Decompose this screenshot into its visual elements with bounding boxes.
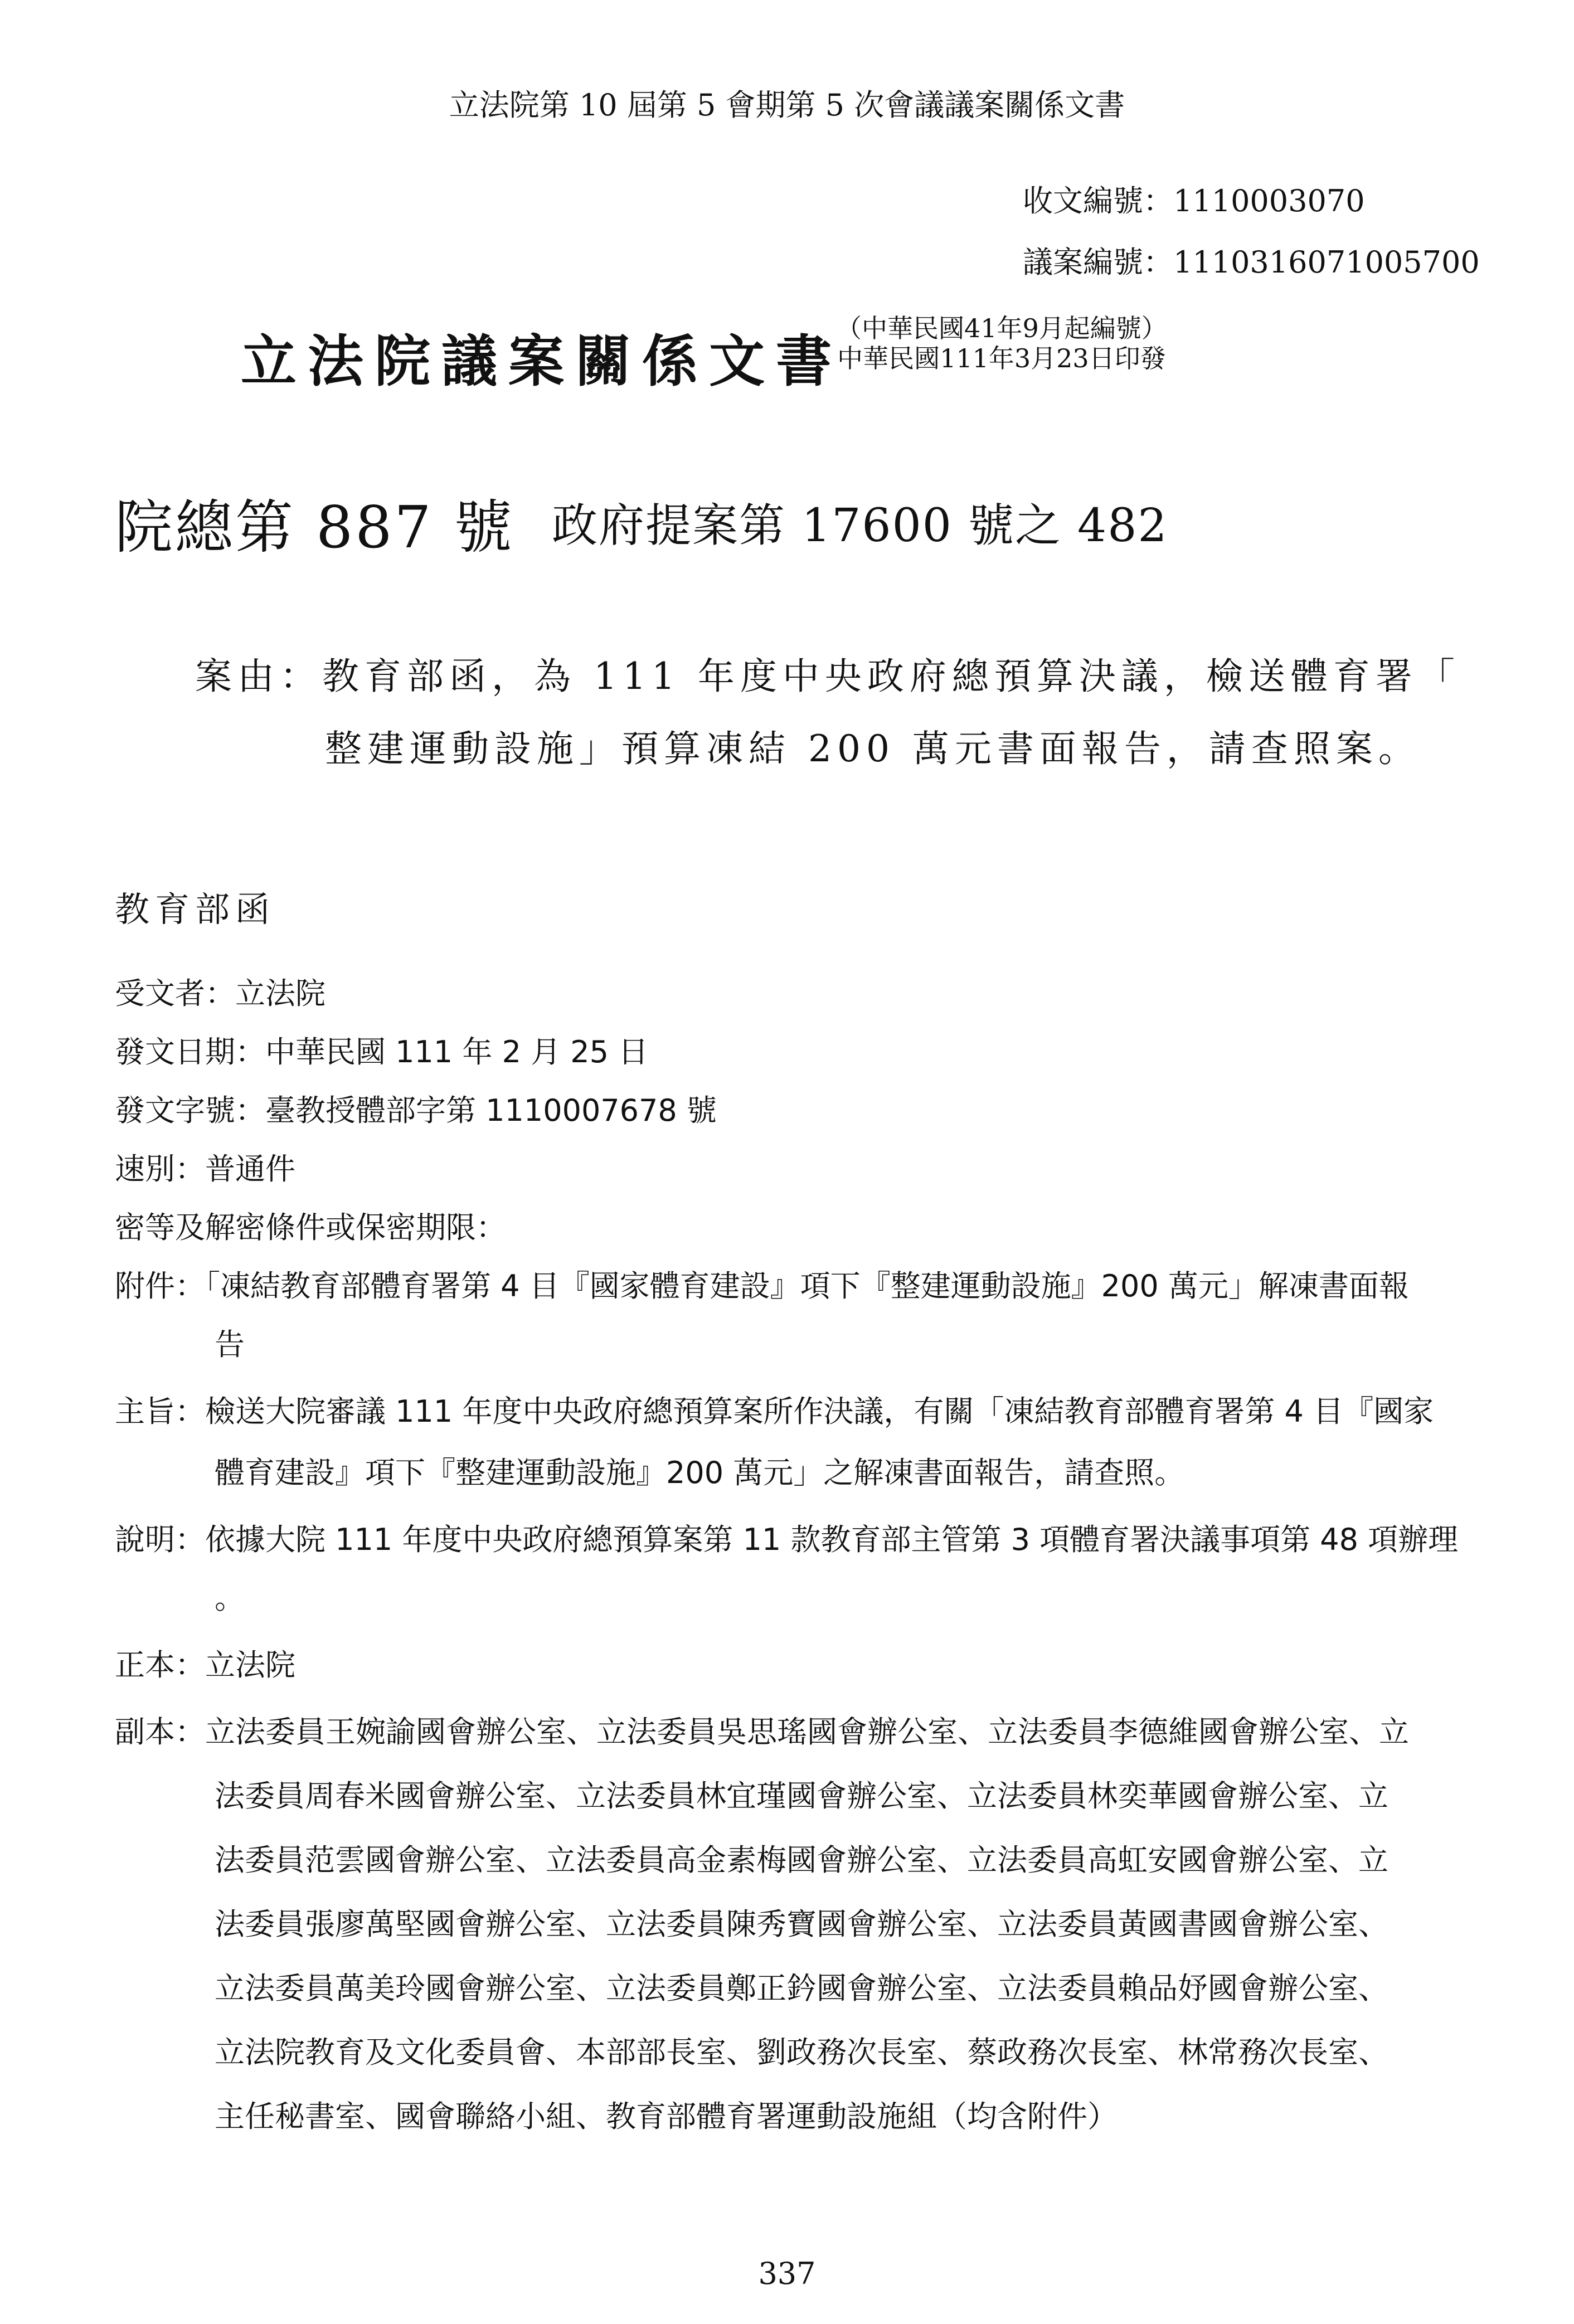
gov-proposal-number: 政府提案第 17600 號之 482 (552, 499, 1168, 552)
issue-reference: 發文字號：臺教授體部字第 1110007678 號 (115, 1093, 717, 1128)
speed-class: 速別：普通件 (115, 1151, 295, 1187)
copies-line-5: 立法委員萬美玲國會辦公室、立法委員鄭正鈐國會辦公室、立法委員賴品妤國會辦公室、 (215, 1971, 1388, 2006)
purpose-line-1: 主旨：檢送大院審議 111 年度中央政府總預算案所作決議，有關「凍結教育部體育署第 4 目『國家 (115, 1394, 1434, 1429)
print-date: 中華民國111年3月23日印發 (837, 343, 1166, 373)
recipient: 受文者：立法院 (115, 976, 326, 1011)
yuan-total-number: 院總第 887 號 (115, 493, 514, 561)
numbering-note: （中華民國41年9月起編號） (836, 313, 1167, 343)
subject-line-2: 整建運動設施」預算凍結 200 萬元書面報告，請查照案。 (325, 727, 1421, 770)
copies-line-1: 副本：立法委員王婉諭國會辦公室、立法委員吳思瑤國會辦公室、立法委員李德維國會辦公室、立 (115, 1714, 1409, 1749)
bill-number: 議案編號：1110316071005700 (1023, 245, 1480, 280)
attachment-line-2: 告 (215, 1327, 245, 1362)
receipt-number: 收文編號：1110003070 (1023, 183, 1365, 218)
explanation-line-2: 。 (215, 1581, 245, 1616)
copies-line-7: 主任秘書室、國會聯絡小組、教育部體育署運動設施組（均含附件） (215, 2099, 1118, 2134)
page-number: 337 (758, 2256, 816, 2291)
secrecy-level: 密等及解密條件或保密期限： (115, 1210, 506, 1245)
attachment-line-1: 附件：「凍結教育部體育署第 4 目『國家體育建設』項下『整建運動設施』200 萬元」解凍書面報 (115, 1268, 1409, 1304)
explanation-line-1: 說明：依據大院 111 年度中央政府總預算案第 11 款教育部主管第 3 項體育署決議事項第 48 項辦理 (115, 1522, 1459, 1557)
copies-line-4: 法委員張廖萬堅國會辦公室、立法委員陳秀寶國會辦公室、立法委員黃國書國會辦公室、 (215, 1907, 1388, 1942)
subject-line-1: 案由：教育部函，為 111 年度中央政府總預算決議，檢送體育署「 (195, 655, 1460, 698)
document-title: 立法院議案關係文書 (241, 328, 843, 394)
session-header: 立法院第 10 屆第 5 會期第 5 次會議議案關係文書 (449, 87, 1125, 123)
copies-line-6: 立法院教育及文化委員會、本部部長室、劉政務次長室、蔡政務次長室、林常務次長室、 (215, 2035, 1388, 2070)
original-recipient: 正本：立法院 (115, 1647, 295, 1683)
date-block (836, 313, 1167, 373)
copies-line-2: 法委員周春米國會辦公室、立法委員林宜瑾國會辦公室、立法委員林奕華國會辦公室、立 (215, 1778, 1388, 1814)
purpose-line-2: 體育建設』項下『整建運動設施』200 萬元」之解凍書面報告，請查照。 (215, 1455, 1185, 1490)
issue-date: 發文日期：中華民國 111 年 2 月 25 日 (115, 1034, 649, 1069)
copies-line-3: 法委員范雲國會辦公室、立法委員高金素梅國會辦公室、立法委員高虹安國會辦公室、立 (215, 1842, 1388, 1878)
agency-heading: 教育部函 (115, 889, 276, 930)
